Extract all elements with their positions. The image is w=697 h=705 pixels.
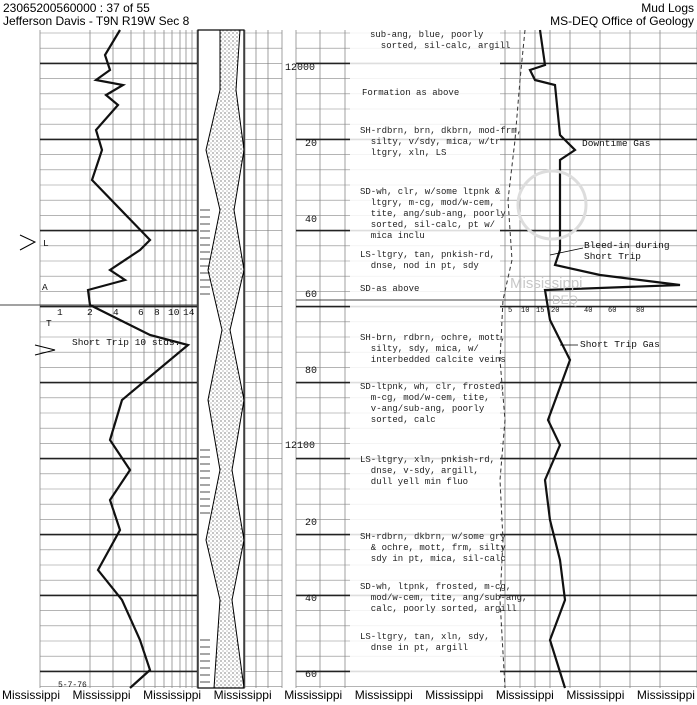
footer-text: Mississippi	[495, 688, 554, 702]
gas-scale-tick: 60	[608, 307, 617, 315]
lithology-description: LS-ltgry, tan, pnkish-rd, dnse, nod in pt, sdy	[360, 250, 496, 271]
watermark-logo	[518, 171, 586, 239]
footer-watermark-strip	[0, 688, 697, 705]
lithology-description: SD-wh, ltpnk, frosted, m-cg, mod/w-cem, tite, ang/sub-ang, calc, poorly sorted, argill	[360, 582, 528, 614]
depth-label: 12000	[285, 63, 316, 74]
depth-label: 12100	[285, 441, 316, 452]
arrow-marker	[20, 235, 35, 250]
footer-text: Mississippi	[354, 688, 413, 702]
drill-scale-tick: 10	[168, 307, 180, 318]
lithology-description-top: sub-ang, blue, poorly sorted, sil-calc, argill	[370, 30, 511, 51]
depth-label: 20	[305, 139, 318, 150]
depth-label: 40	[305, 594, 318, 605]
bleed-in-label: Bleed-in during Short Trip	[584, 240, 670, 262]
gas-scale-tick: 5	[508, 307, 513, 315]
annotation-leader	[550, 248, 583, 255]
lithology-description: SH-brn, rdbrn, ochre, mott, silty, sdy, mica, w/ interbedded calcite veins	[360, 333, 506, 365]
footer-text: Mississippi	[566, 688, 625, 702]
drill-scale-tick: 1	[57, 307, 63, 318]
short-trip-gas-label: Short Trip Gas	[580, 339, 660, 350]
footer-text: Mississippi	[2, 688, 61, 702]
lithology-column	[198, 30, 244, 688]
sd-note: SD-as above	[360, 284, 420, 294]
depth-label: 60	[305, 290, 318, 301]
drill-rate-curve	[88, 30, 188, 688]
depth-label: 20	[305, 518, 318, 529]
watermark-text: Mississippi	[510, 275, 583, 292]
lat-letter: L	[43, 238, 49, 249]
drill-scale-tick: 8	[154, 307, 160, 318]
document-type: Mud Logs	[641, 1, 694, 15]
lithology-description: SH-rdbrn, dkbrn, w/some gry & ochre, mott, frm, silty sdy in pt, mica, sil-calc	[360, 532, 506, 564]
gas-scale-tick: 40	[584, 307, 593, 315]
gas-scale-tick: 15	[536, 307, 545, 315]
lat-letter: A	[42, 282, 48, 293]
gas-scale-tick: 10	[521, 307, 530, 315]
drill-scale-tick: 6	[138, 307, 144, 318]
lithology-description: SD-ltpnk, wh, clr, frosted, m-cg, mod/w-cem, tite, v-ang/sub-ang, poorly sorted, calc	[360, 382, 506, 425]
footer-text: Mississippi	[143, 688, 202, 702]
drill-scale-tick: 14	[183, 307, 195, 318]
watermark-sub-text: DEQ	[552, 293, 579, 307]
downtime-gas-label: Downtime Gas	[582, 138, 651, 149]
depth-label: 60	[305, 670, 318, 681]
lithology-description: LS-ltgry, xln, pnkish-rd, dnse, v-sdy, argill, dull yell min fluo	[360, 455, 496, 487]
agency-name: MS-DEQ Office of Geology	[550, 14, 694, 28]
drill-scale-tick: 4	[113, 307, 119, 318]
lat-letter: T	[46, 318, 52, 329]
arrow-marker	[35, 345, 55, 355]
log-date: 5-7-76	[58, 681, 87, 690]
well-location: Jefferson Davis - T9N R19W Sec 8	[3, 14, 190, 28]
gas-scale-tick: 80	[636, 307, 645, 315]
footer-text: Mississippi	[284, 688, 343, 702]
lithology-description: SD-wh, clr, w/some ltpnk & ltgry, m-cg, mod/w-cem, tite, ang/sub-ang, poorly sorted, sil-calc, pt w/ mica inclu	[360, 187, 506, 241]
drill-scale-tick: 2	[87, 307, 93, 318]
short-trip-label: Short Trip 10 stds.	[72, 337, 181, 348]
depth-label: 80	[305, 366, 318, 377]
footer-text: Mississippi	[636, 688, 695, 702]
gas-scale-tick: 20	[551, 307, 560, 315]
lithology-description: LS-ltgry, tan, xln, sdy, dnse in pt, argill	[360, 632, 490, 653]
footer-text: Mississippi	[213, 688, 272, 702]
formation-note: Formation as above	[362, 88, 460, 98]
well-id: 23065200560000 : 37 of 55	[3, 1, 150, 15]
footer-text: Mississippi	[425, 688, 484, 702]
depth-label: 40	[305, 215, 318, 226]
footer-text: Mississippi	[72, 688, 131, 702]
total-gas-curve	[530, 30, 680, 688]
lithology-description: SH-rdbrn, brn, dkbrn, mod-frm, silty, v/sdy, mica, w/tr ltgry, xln, LS	[360, 126, 523, 158]
